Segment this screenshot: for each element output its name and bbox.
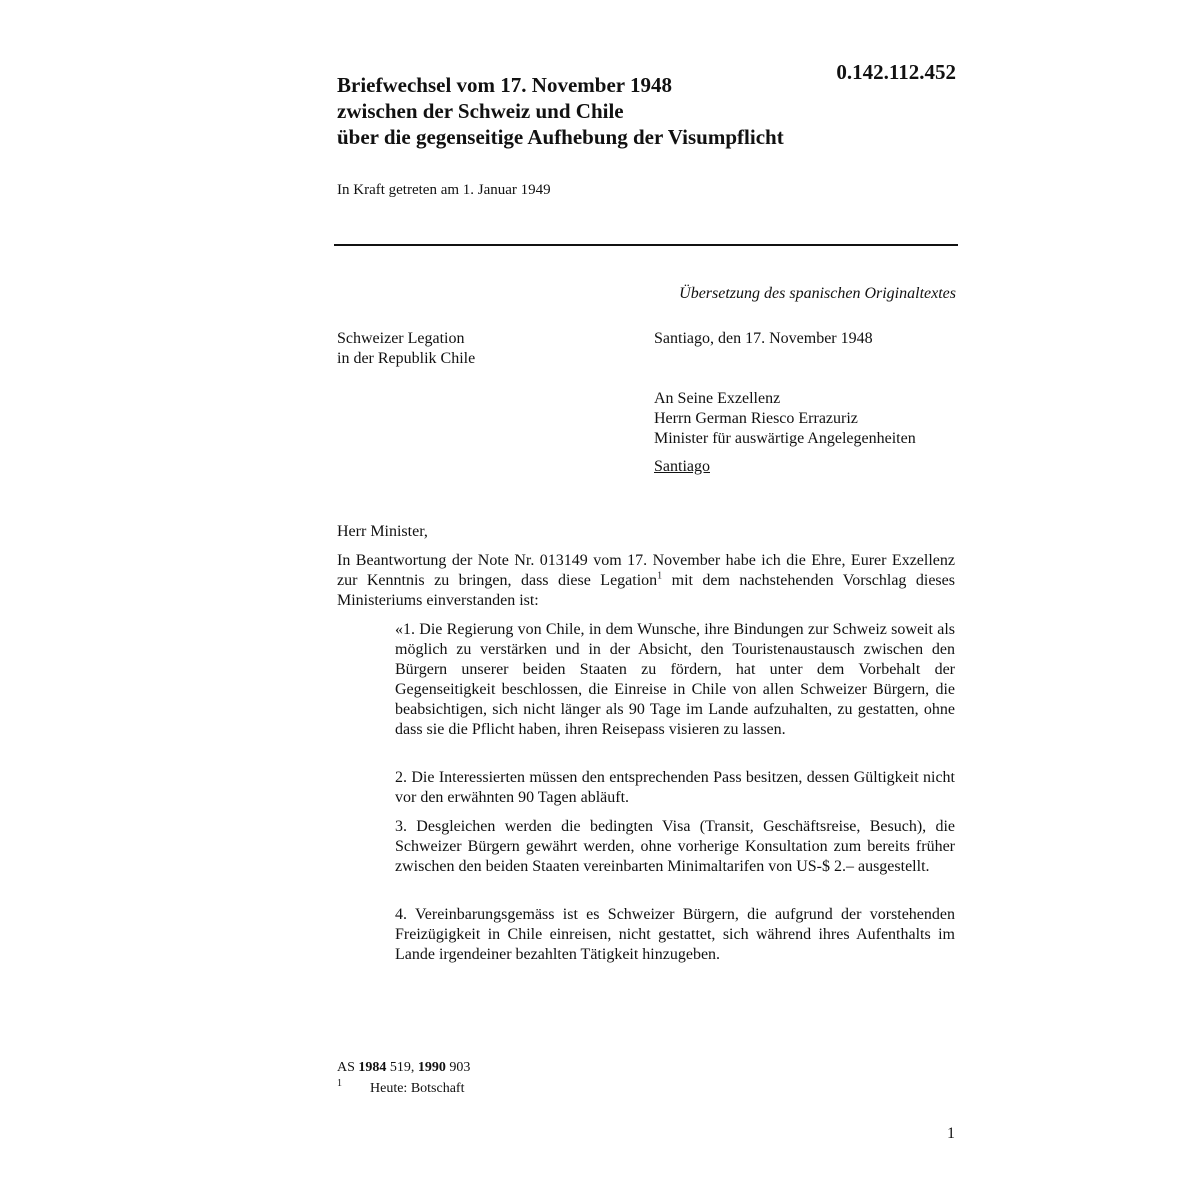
title-line-1: Briefwechsel vom 17. November 1948 <box>337 73 672 97</box>
recipient-line-1: An Seine Exzellenz <box>654 390 781 407</box>
as-year-1: 1984 <box>358 1060 387 1075</box>
intro-text-part-2: mit dem nachstehenden Vorschlag dieses Ministeriums einverstanden ist: <box>337 572 955 609</box>
in-force-date: In Kraft getreten am 1. Januar 1949 <box>337 182 551 198</box>
sender-line-1: Schweizer Legation <box>337 330 465 347</box>
proposal-point-4: 4. Vereinbarungsgemäss ist es Schweizer Bürgern, die aufgrund der vorstehenden Freizügigkeit in Chile einreisen, nicht gestattet, sich während ihres Aufenthalts im Lande irgendeiner bezahlten Tätigkeit hinzugeben. <box>395 906 955 963</box>
recipient-line-2: Herrn German Riesco Errazuriz <box>654 410 858 427</box>
recipient-city: Santiago <box>654 458 710 475</box>
title-line-2: zwischen der Schweiz und Chile <box>337 99 624 123</box>
official-collection-reference <box>337 1060 470 1076</box>
as-prefix: AS <box>337 1060 355 1075</box>
as-year-2: 1990 <box>417 1060 446 1075</box>
as-page-1: 519, <box>386 1060 418 1075</box>
place-date: Santiago, den 17. November 1948 <box>654 330 873 347</box>
intro-paragraph <box>337 551 955 611</box>
proposal-point-1: «1. Die Regierung von Chile, in dem Wunsche, ihre Bindungen zur Schweiz soweit als möglich zu verstärken und in der Absicht, den Touristenaustausch zwischen den Bürgern unserer beiden Staaten zu fördern, hat unter dem Vorbehalt der Gegenseitigkeit beschlossen, die Einreise in Chile von allen Schweizer Bürgern, die beabsichtigen, sich nicht länger als 90 Tage im Lande aufzuhalten, zu gestatten, ohne dass sie die Pflicht haben, ihren Reisepass visieren zu lassen. <box>395 621 955 738</box>
horizontal-divider <box>334 244 958 246</box>
recipient-block <box>654 389 916 449</box>
document-title <box>337 72 897 150</box>
footnote-reference[interactable]: 1 <box>657 570 663 582</box>
recipient-line-3: Minister für auswärtige Angelegenheiten <box>654 430 916 447</box>
footnote-text: Heute: Botschaft <box>370 1081 465 1096</box>
page-number: 1 <box>947 1125 955 1142</box>
proposal-point-2: 2. Die Interessierten müssen den entsprechenden Pass besitzen, dessen Gültigkeit nicht vor den erwähnten 90 Tagen abläuft. <box>395 769 955 806</box>
sr-number: 0.142.112.452 <box>836 60 956 84</box>
proposal-point-3: 3. Desgleichen werden die bedingten Visa (Transit, Geschäftsreise, Besuch), die Schweizer Bürgern gewährt werden, ohne vorherige Konsultation zum bereits früher zwischen den beiden Staaten vereinbarten Minimaltarifen von US-$ 2.– ausgestellt. <box>395 818 955 875</box>
intro-text-part-1: In Beantwortung der Note Nr. 013149 vom 17. November habe ich die Ehre, Eurer Exzellenz zur Kenntnis zu bringen, dass diese Legation <box>337 552 955 589</box>
sender-line-2: in der Republik Chile <box>337 350 476 367</box>
as-page-2: 903 <box>445 1060 471 1075</box>
title-line-3: über die gegenseitige Aufhebung der Visumpflicht <box>337 125 784 149</box>
salutation: Herr Minister, <box>337 523 428 540</box>
translation-note: Übersetzung des spanischen Originaltextes <box>679 285 956 302</box>
sender-block <box>337 329 475 369</box>
footnote: 1 Heute: Botschaft <box>337 1078 465 1096</box>
